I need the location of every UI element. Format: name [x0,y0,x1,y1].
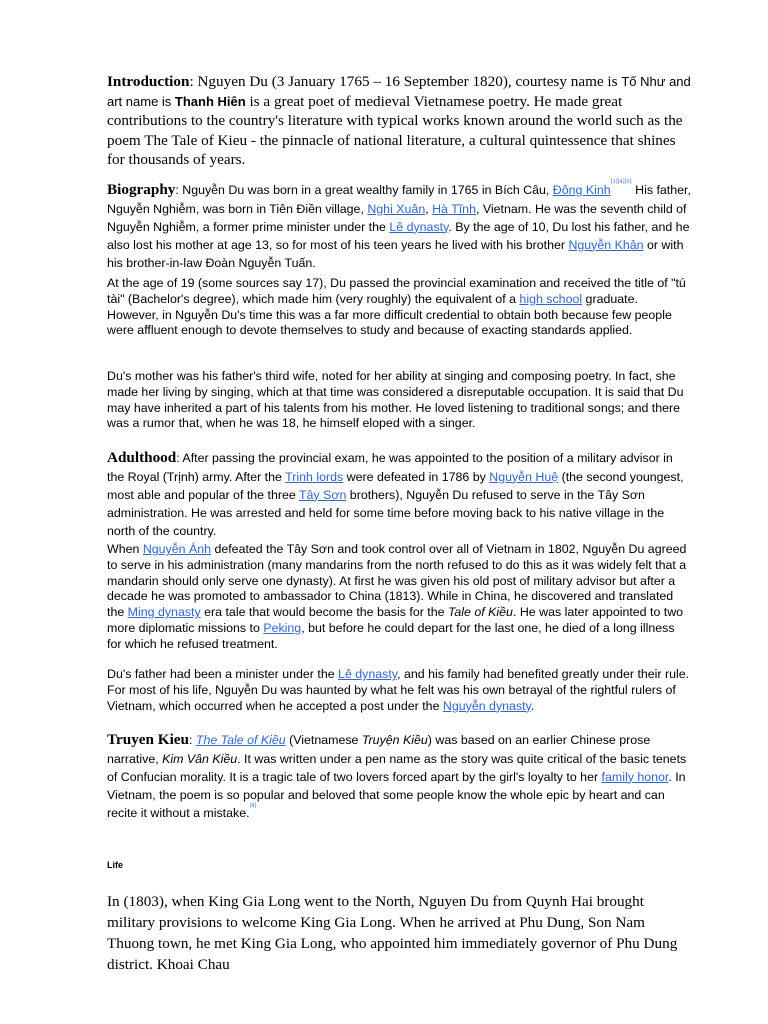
mother-paragraph: Du's mother was his father's third wife, noted for her ability at singing and composing poetry. In fact, she made her living by singing, which at that time was considered a disreputable occupation. It is said that Du may have inherited a part of his talents from his mother. He loved listening to traditional songs; and there was a rumor that, when he was 18, he himself eloped with a singer. [107,369,684,431]
adulthood-label: Adulthood [107,449,177,466]
link-nguyen-hue[interactable]: Nguyễn Huệ [489,469,559,484]
life-heading: Life [107,860,124,870]
link-nguyen-dynasty[interactable]: Nguyễn dynasty [442,698,531,713]
link-le-dynasty-2[interactable]: Lê dynasty [338,667,398,681]
truyen-kieu-paragraph: Truyen Kieu: The Tale of Kiều (Vietnamese Truyện Kiều) was based on an earlier Chinese prose narrative, Kim Vân Kiều. It was written under a pen name as the story was quite critical of the basic tenets of Confucian morality. It is a tragic tale of two lovers forced apart by the girl's loyalty to her family honor. In Vietnam, the poem is so popular and beloved that some people know the whole epic by heart and can recite it without a mistake.[8] [107,731,687,820]
adulthood-paragraph: Adulthood: After passing the provincial exam, he was appointed to the position of a military advisor in the Royal (Trịnh) army. After the Trinh lords were defeated in 1786 by Nguyễn Huệ (the second youngest, most able and popular of the three Tây Sơn brothers), Nguyễn Du refused to serve in the Tây Sơn administration. He was arrested and held for some time before moving back to his native village in the north of the country. [107,449,684,538]
reference-marker-8[interactable]: [8] [249,802,257,809]
link-ming-dynasty[interactable]: Ming dynasty [127,605,201,620]
life-paragraph: In (1803), when King Gia Long went to the North, Nguyen Du from Quynh Hai brought military provisions to welcome King Gia Long. When he arrived at Phu Dung, Son Nam Thuong town, he met King Gia Long, who appointed him immediately governor of Phu Dung district. Khoai Chau [107,893,678,973]
biography-label: Biography [107,181,176,198]
introduction-label: Introduction [107,73,190,90]
father-paragraph: Du's father had been a minister under the Lê dynasty, and his family had benefited greatly under their rule. For most of his life, Nguyễn Du was haunted by what he felt was his own betrayal of the rightful rulers of Vietnam, which occurred when he accepted a post under the Nguyễn dynasty. [107,667,690,713]
link-nghi-xuan[interactable]: Nghi Xuân [367,201,426,216]
link-peking[interactable]: Peking [263,620,302,635]
introduction-paragraph: Introduction: Nguyen Du (3 January 1765 – 16 September 1820), courtesy name is Tố Như and art name is Thanh Hiên is a great poet of medieval Vietnamese poetry. He made great contributions to the country's literature with typical works known around the world such as the poem The Tale of Kieu - the pinnacle of national literature, a cultural quintessence that shines for thousands of years. [107,73,691,168]
link-tale-of-kieu[interactable]: The Tale of Kiều [195,733,286,747]
link-ha-tinh[interactable]: Hà Tĩnh [432,201,476,216]
age-19-paragraph: At the age of 19 (some sources say 17), Du passed the provincial examination and received the title of "tú tài" (Bachelor's degree), which made him (very roughly) the equivalent of a high school graduate. However, in Nguyễn Du's time this was a far more difficult credential to obtain both because few people were affluent enough to devote themselves to study and because of exacting standards applied. [107,276,686,338]
truyen-kieu-label: Truyen Kieu [107,731,189,748]
link-high-school[interactable]: high school [519,291,583,306]
link-le-dynasty[interactable]: Lê dynasty [389,219,449,234]
link-dong-kinh[interactable]: Đông Kinh [552,183,611,197]
reference-marker[interactable]: [1][4][6] [610,179,632,185]
link-tay-son[interactable]: Tây Sơn [298,487,347,502]
link-family-honor[interactable]: family honor [601,769,669,784]
link-trinh-lords[interactable]: Trinh lords [285,469,344,484]
nguyen-anh-paragraph: When Nguyễn Ánh defeated the Tây Sơn and took control over all of Vietnam in 1802, Nguyễn Du agreed to serve in his administration (many mandarins from the north refused to do this as it was widely felt that a mandarin should only serve one dynasty). At first he was given his old post of military advisor but after a decade he was promoted to ambassador to China (1813). While in China, he discovered and translated the Ming dynasty era tale that would become the basis for the Tale of Kiều. He was later appointed to two more diplomatic missions to Peking, but before he could depart for the last one, he died of a long illness for which he refused treatment. [107,542,687,651]
biography-paragraph: Biography: Nguyễn Du was born in a great wealthy family in 1765 in Bích Câu, Đông Kinh[1][4][6] His father, Nguyễn Nghiễm, was born in Tiên Điền village, Nghi Xuân, Hà Tĩnh, Vietnam. He was the seventh child of Nguyễn Nghiễm, a former prime minister under the Lê dynasty. By the age of 10, Du lost his father, and he also lost his mother at age 13, so for most of his teen years he lived with his brother Nguyễn Khản or with his brother-in-law Đoàn Nguyễn Tuấn. [107,179,691,270]
link-nguyen-anh[interactable]: Nguyễn Ánh [142,542,212,556]
link-nguyen-khan[interactable]: Nguyễn Khản [568,237,644,252]
